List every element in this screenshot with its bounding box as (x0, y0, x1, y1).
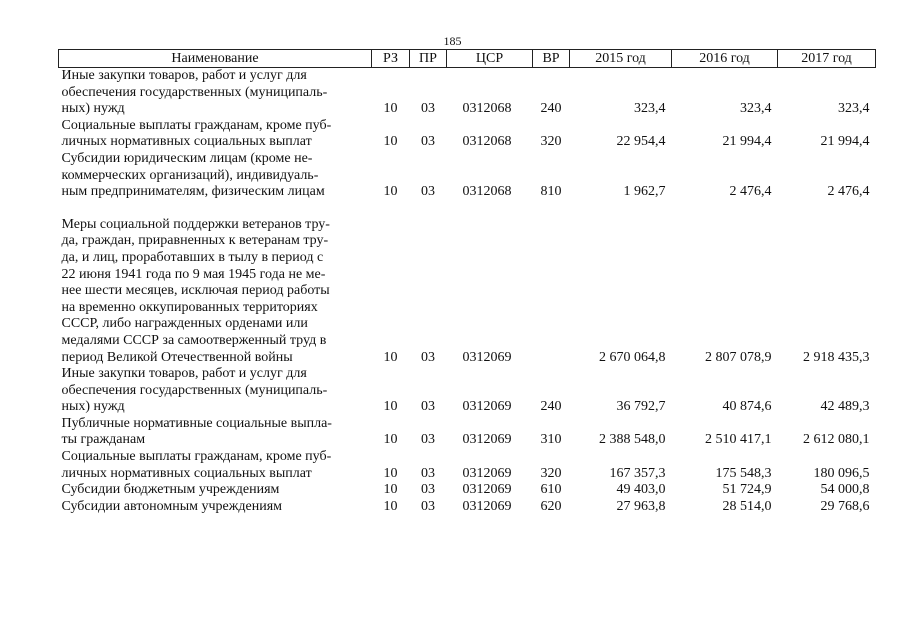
table-row (59, 482, 876, 499)
header-rz: РЗ (372, 50, 410, 68)
row-2016: 40 874,6 (722, 399, 772, 415)
row-pr: 03 (421, 482, 435, 498)
row-2015: 323,4 (634, 101, 666, 117)
table-row (59, 499, 876, 516)
row-2017: 54 000,8 (820, 482, 870, 498)
header-name: Наименование (59, 50, 372, 68)
row-2017: 2 476,4 (827, 184, 870, 200)
row-2016: 2 807 078,9 (705, 349, 772, 365)
row-2016: 51 724,9 (722, 482, 772, 498)
table-row (59, 118, 876, 151)
table-row (59, 416, 876, 449)
row-2016: 2 476,4 (729, 184, 772, 200)
row-2017: 2 612 080,1 (803, 432, 870, 448)
row-rz: 10 (383, 349, 398, 365)
row-rz: 10 (383, 399, 398, 415)
row-csr: 0312069 (462, 432, 512, 448)
budget-table (58, 49, 876, 515)
row-csr: 0312069 (462, 498, 512, 514)
table-header (59, 50, 876, 68)
row-2015: 2 388 548,0 (599, 432, 666, 448)
row-name: Социальные выплаты гражданам, кроме пуб- личных нормативных социальных выплат (61, 449, 332, 481)
row-csr: 0312069 (462, 349, 512, 365)
row-csr: 0312068 (462, 134, 512, 150)
row-rz: 10 (383, 184, 398, 200)
row-2015: 49 403,0 (616, 482, 666, 498)
row-2016: 175 548,3 (715, 465, 772, 481)
row-rz: 10 (383, 498, 398, 514)
table-row (59, 449, 876, 482)
row-2015: 36 792,7 (616, 399, 666, 415)
row-csr: 0312069 (462, 482, 512, 498)
row-2017: 29 768,6 (820, 498, 870, 514)
row-vr: 240 (540, 399, 562, 415)
spacer-row (59, 201, 876, 217)
header-csr: ЦСР (447, 50, 533, 68)
header-row (59, 50, 876, 68)
header-2017: 2017 год (778, 50, 876, 68)
row-pr: 03 (421, 399, 435, 415)
row-2017: 42 489,3 (820, 399, 870, 415)
row-pr: 03 (421, 498, 435, 514)
header-2016: 2016 год (672, 50, 778, 68)
page-number: 185 (443, 34, 462, 48)
row-csr: 0312069 (462, 399, 512, 415)
row-name: Иные закупки товаров, работ и услуг для обеспечения государственных (муниципаль- ных) нужд (61, 68, 328, 117)
row-2016: 2 510 417,1 (705, 432, 772, 448)
row-name: Социальные выплаты гражданам, кроме пуб- личных нормативных социальных выплат (61, 117, 332, 150)
header-2015: 2015 год (570, 50, 672, 68)
row-2016: 21 994,4 (722, 134, 772, 150)
row-rz: 10 (383, 482, 398, 498)
row-2016: 323,4 (740, 101, 772, 117)
row-csr: 0312069 (462, 465, 512, 481)
row-vr: 310 (540, 432, 562, 448)
row-csr: 0312068 (462, 184, 512, 200)
row-pr: 03 (421, 101, 435, 117)
row-vr: 620 (540, 498, 562, 514)
row-pr: 03 (421, 349, 435, 365)
row-vr: 320 (540, 465, 562, 481)
row-2017: 180 096,5 (813, 465, 870, 481)
row-2015: 22 954,4 (616, 134, 666, 150)
row-name: Субсидии автономным учреждениям (61, 498, 283, 514)
row-2017: 2 918 435,3 (803, 349, 870, 365)
row-csr: 0312068 (462, 101, 512, 117)
row-rz: 10 (383, 432, 398, 448)
row-name: Субсидии юридическим лицам (кроме не- коммерческих организаций), индивидуаль- ным предпринимателям, физическим лицам (61, 150, 325, 200)
row-2017: 21 994,4 (820, 134, 870, 150)
row-2015: 167 357,3 (609, 465, 666, 481)
row-2015: 1 962,7 (623, 184, 666, 200)
table-row (59, 151, 876, 201)
table-body (59, 68, 876, 516)
row-2016: 28 514,0 (722, 498, 772, 514)
table-row (59, 217, 876, 366)
row-rz: 10 (383, 465, 398, 481)
spacer-cell (59, 201, 876, 217)
table-row (59, 366, 876, 416)
row-2015: 27 963,8 (616, 498, 666, 514)
row-vr (533, 217, 570, 366)
header-pr: ПР (410, 50, 447, 68)
row-name: Меры социальной поддержки ветеранов тру- да, граждан, приравненных к ветеранам тру- да, и лиц, проработавших в тылу в период с 22 июня 1941 года по 9 мая 1945 года не ме- нее шести месяцев, исключая период работы на временно оккупированных территориях СССР, либо награжденных орденами или медалями СССР за самоотверженный труд в период Великой Отечественной войны (61, 216, 330, 365)
row-2017: 323,4 (838, 101, 870, 117)
row-vr: 810 (540, 184, 562, 200)
row-pr: 03 (421, 184, 435, 200)
row-pr: 03 (421, 432, 435, 448)
row-name: Иные закупки товаров, работ и услуг для обеспечения государственных (муниципаль- ных) нужд (61, 366, 328, 415)
row-name: Субсидии бюджетным учреждениям (61, 482, 280, 498)
row-2015: 2 670 064,8 (599, 349, 666, 365)
row-vr: 240 (540, 101, 562, 117)
row-vr: 320 (540, 134, 562, 150)
row-rz: 10 (383, 101, 398, 117)
row-name: Публичные нормативные социальные выпла- ты гражданам (61, 415, 332, 448)
row-pr: 03 (421, 134, 435, 150)
table-row (59, 68, 876, 118)
row-vr: 610 (540, 482, 562, 498)
row-rz: 10 (383, 134, 398, 150)
header-vr: ВР (533, 50, 570, 68)
row-pr: 03 (421, 465, 435, 481)
